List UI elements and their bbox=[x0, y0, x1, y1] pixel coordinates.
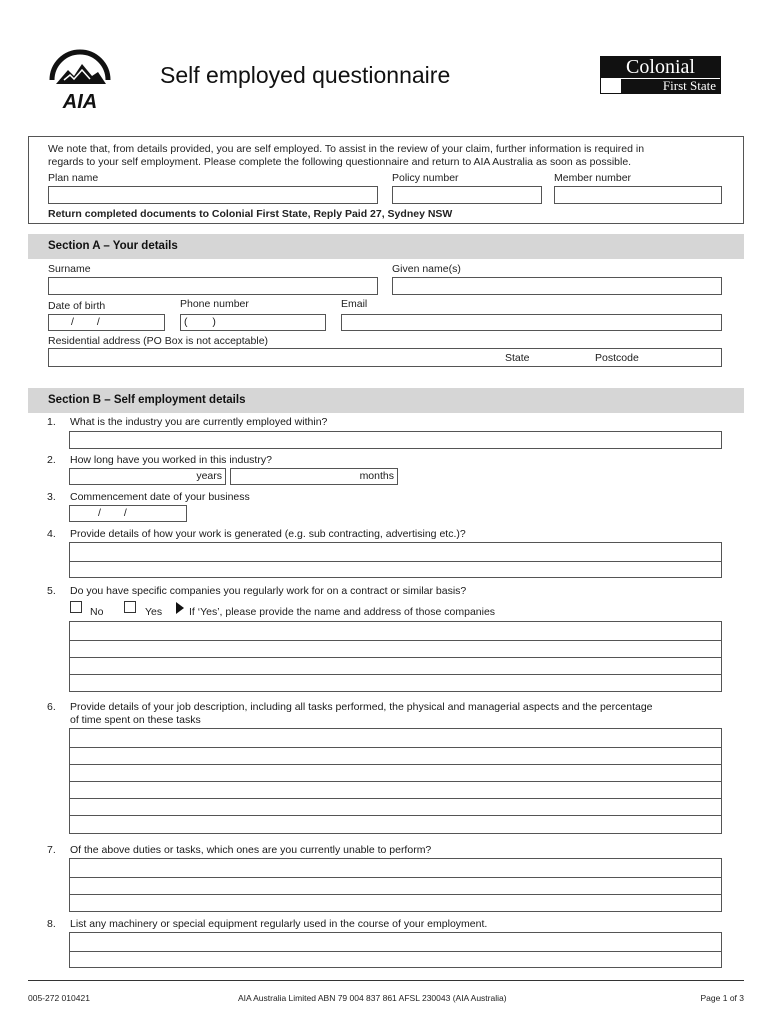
q2-years-label: years bbox=[196, 470, 222, 482]
answer-line[interactable] bbox=[70, 674, 721, 691]
answer-line[interactable] bbox=[70, 657, 721, 674]
intro-text-1: We note that, from details provided, you are self employed. To assist in the review of your claim, further information is required in bbox=[48, 143, 645, 155]
answer-line[interactable] bbox=[70, 894, 721, 911]
plan-name-field[interactable] bbox=[48, 186, 378, 204]
answer-line[interactable] bbox=[70, 877, 721, 894]
member-number-label: Member number bbox=[554, 172, 632, 184]
answer-line[interactable] bbox=[70, 933, 721, 951]
answer-line[interactable] bbox=[70, 951, 721, 968]
phone-label: Phone number bbox=[180, 298, 249, 310]
q6-answer-lines[interactable] bbox=[69, 728, 722, 834]
policy-number-label: Policy number bbox=[392, 172, 459, 184]
q6-text-2: of time spent on these tasks bbox=[70, 714, 201, 726]
answer-line[interactable] bbox=[70, 815, 721, 832]
state-label: State bbox=[505, 352, 530, 364]
q1-text: What is the industry you are currently employed within? bbox=[70, 416, 328, 428]
answer-line[interactable] bbox=[70, 729, 721, 747]
q8-answer-lines[interactable] bbox=[69, 932, 722, 968]
answer-line[interactable] bbox=[70, 561, 721, 578]
member-number-field[interactable] bbox=[554, 186, 722, 204]
postcode-label: Postcode bbox=[595, 352, 639, 364]
surname-field[interactable] bbox=[48, 277, 378, 295]
answer-line[interactable] bbox=[70, 859, 721, 877]
aia-logo-text: AIA bbox=[62, 91, 98, 113]
q7-answer-lines[interactable] bbox=[69, 858, 722, 912]
q2-text: How long have you worked in this industry? bbox=[70, 454, 272, 466]
q8-text: List any machinery or special equipment regularly used in the course of your employment. bbox=[70, 918, 488, 930]
q5-yes-label: Yes bbox=[145, 606, 163, 618]
q3-date-separators: / / bbox=[98, 507, 127, 519]
address-label: Residential address (PO Box is not acceptable) bbox=[48, 335, 269, 347]
q3-number: 3. bbox=[47, 491, 56, 503]
aia-logo-icon bbox=[44, 42, 116, 114]
plan-name-label: Plan name bbox=[48, 172, 99, 184]
q4-text: Provide details of how your work is generated (e.g. sub contracting, advertising etc.)? bbox=[70, 528, 466, 540]
section-a-heading: Section A – Your details bbox=[28, 234, 744, 259]
email-field[interactable] bbox=[341, 314, 722, 331]
q2-number: 2. bbox=[47, 454, 56, 466]
q6-text-1: Provide details of your job description, including all tasks performed, the physical and managerial aspects and the percentage bbox=[70, 701, 653, 713]
q5-answer-lines[interactable] bbox=[69, 621, 722, 692]
cfs-logo bbox=[600, 56, 721, 94]
answer-line[interactable] bbox=[70, 764, 721, 781]
q3-text: Commencement date of your business bbox=[70, 491, 250, 503]
form-code: 005-272 010421 bbox=[28, 993, 90, 1003]
q5-number: 5. bbox=[47, 585, 56, 597]
answer-line[interactable] bbox=[70, 543, 721, 561]
footer-divider bbox=[28, 980, 744, 981]
phone-field[interactable] bbox=[180, 314, 326, 331]
q5-no-checkbox[interactable] bbox=[70, 601, 82, 613]
q4-number: 4. bbox=[47, 528, 56, 540]
answer-line[interactable] bbox=[70, 640, 721, 657]
section-b-heading: Section B – Self employment details bbox=[28, 388, 744, 413]
given-names-label: Given name(s) bbox=[392, 263, 461, 275]
q5-no-label: No bbox=[90, 606, 104, 618]
surname-label: Surname bbox=[48, 263, 91, 275]
q2-years-field[interactable] bbox=[69, 468, 226, 485]
company-details: AIA Australia Limited ABN 79 004 837 861 AFSL 230043 (AIA Australia) bbox=[238, 993, 507, 1003]
given-names-field[interactable] bbox=[392, 277, 722, 295]
dob-field[interactable] bbox=[48, 314, 165, 331]
q5-yes-checkbox[interactable] bbox=[124, 601, 136, 613]
q7-number: 7. bbox=[47, 844, 56, 856]
dob-separators: / / bbox=[71, 316, 100, 328]
arrow-right-icon bbox=[176, 602, 184, 614]
address-field[interactable] bbox=[48, 348, 722, 367]
aia-logo bbox=[44, 42, 116, 114]
q5-text: Do you have specific companies you regularly work for on a contract or similar basis? bbox=[70, 585, 467, 597]
policy-number-field[interactable] bbox=[392, 186, 542, 204]
q7-text: Of the above duties or tasks, which ones are you currently unable to perform? bbox=[70, 844, 432, 856]
q3-date-field[interactable] bbox=[69, 505, 187, 522]
page-number: Page 1 of 3 bbox=[700, 993, 744, 1003]
answer-line[interactable] bbox=[70, 622, 721, 640]
q5-if-yes-text: If ‘Yes’, please provide the name and address of those companies bbox=[189, 606, 496, 618]
cfs-logo-line1: Colonial bbox=[601, 57, 720, 78]
q1-number: 1. bbox=[47, 416, 56, 428]
q2-months-field[interactable] bbox=[230, 468, 398, 485]
q6-number: 6. bbox=[47, 701, 56, 713]
intro-text-2: regards to your self employment. Please complete the following questionnaire and return to AIA Australia as soon as possible. bbox=[48, 156, 632, 168]
q8-number: 8. bbox=[47, 918, 56, 930]
q4-answer-lines[interactable] bbox=[69, 542, 722, 578]
phone-area-brackets: ( ) bbox=[184, 316, 216, 328]
return-address-note: Return completed documents to Colonial First State, Reply Paid 27, Sydney NSW bbox=[48, 208, 453, 220]
q1-answer-field[interactable] bbox=[69, 431, 722, 449]
q2-months-label: months bbox=[359, 470, 394, 482]
cfs-logo-line2: First State bbox=[621, 78, 720, 94]
answer-line[interactable] bbox=[70, 781, 721, 798]
email-label: Email bbox=[341, 298, 368, 310]
page-title: Self employed questionnaire bbox=[160, 62, 451, 88]
answer-line[interactable] bbox=[70, 747, 721, 764]
answer-line[interactable] bbox=[70, 798, 721, 815]
dob-label: Date of birth bbox=[48, 300, 106, 312]
